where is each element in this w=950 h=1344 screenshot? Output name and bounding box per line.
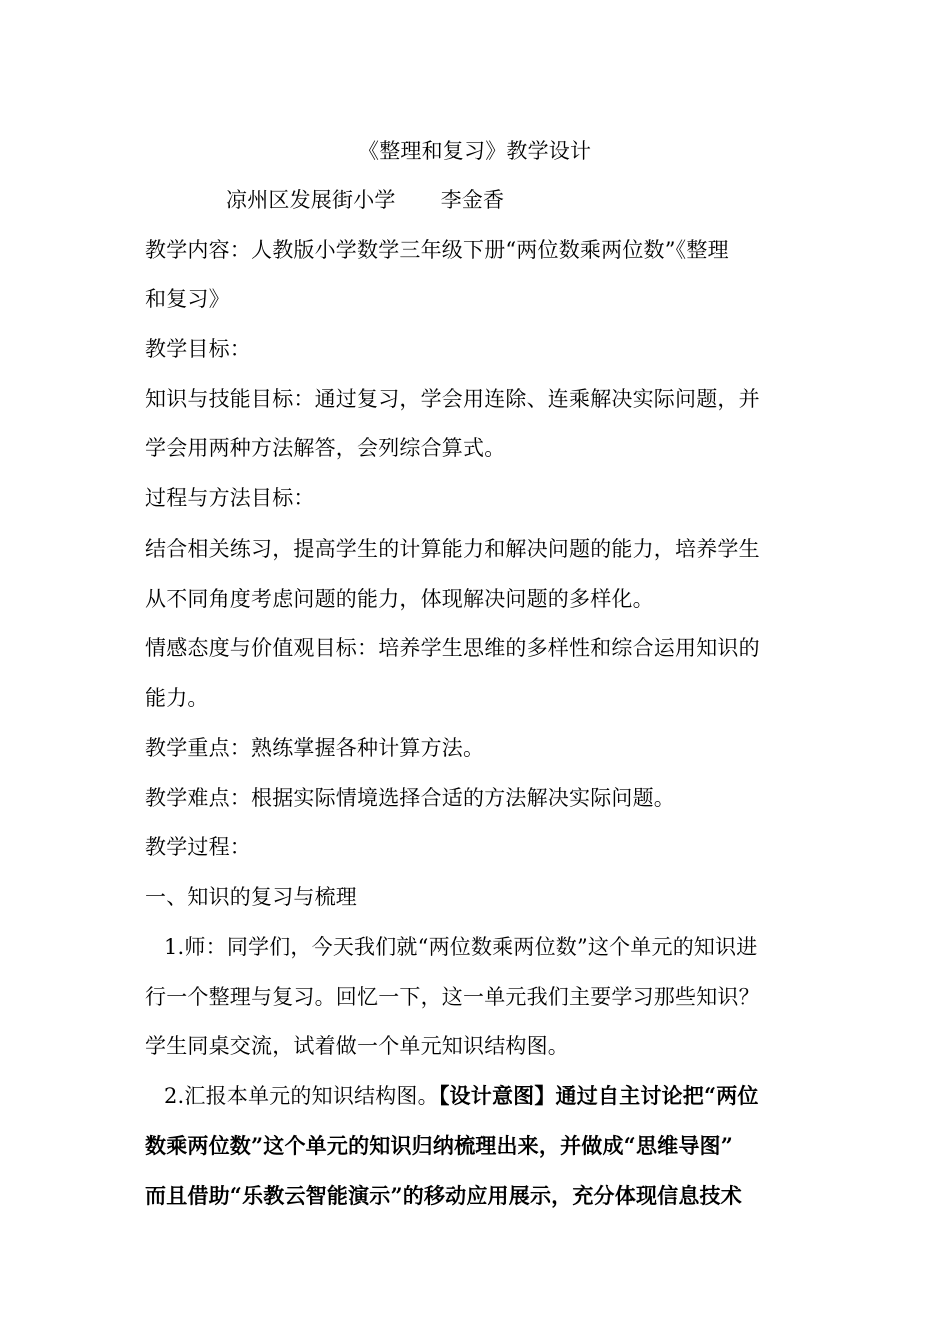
step-2-line-1 [164, 1082, 759, 1110]
step-2-prefix: 2.汇报本单元的知识结构图。 [164, 1084, 439, 1108]
document-title: 《整理和复习》教学设计 [358, 139, 592, 163]
knowledge-line-2: 学会用两种方法解答，会列综合算式。 [145, 436, 506, 460]
school-name: 凉州区发展街小学 [226, 188, 396, 212]
design-intent-text: 【设计意图】通过自主讨论把“两位 [438, 1083, 759, 1108]
step-2-line-2: 数乘两位数”这个单元的知识归纳梳理出来，并做成“思维导图” [145, 1133, 734, 1158]
process-line-2: 从不同角度考虑问题的能力，体现解决问题的多样化。 [145, 587, 654, 611]
step-1-line-1: 1.师：同学们，今天我们就“两位数乘两位数”这个单元的知识进 [164, 935, 758, 959]
step-1-line-3: 学生同桌交流，试着做一个单元知识结构图。 [145, 1034, 569, 1058]
process-line-1: 结合相关练习，提高学生的计算能力和解决问题的能力，培养学生 [145, 537, 760, 561]
step-2-line-3: 而且借助“乐教云智能演示”的移动应用展示，充分体现信息技术 [145, 1183, 742, 1208]
key-point: 教学重点：熟练掌握各种计算方法。 [145, 736, 485, 760]
step-1-line-2: 行一个整理与复习。回忆一下，这一单元我们主要学习那些知识？ [145, 985, 760, 1009]
emotion-line-2: 能力。 [145, 686, 209, 710]
author-name: 李金香 [440, 188, 505, 212]
emotion-line-1: 情感态度与价值观目标：培养学生思维的多样性和综合运用知识的 [145, 636, 760, 660]
procedure-heading: 教学过程： [145, 835, 251, 859]
content-line-2: 和复习》 [145, 287, 230, 311]
objectives-heading: 教学目标： [145, 337, 251, 361]
author-line [226, 186, 504, 214]
difficulty: 教学难点：根据实际情境选择合适的方法解决实际问题。 [145, 786, 675, 810]
section-1-heading: 一、知识的复习与梳理 [145, 885, 357, 909]
knowledge-line-1: 知识与技能目标：通过复习，学会用连除、连乘解决实际问题，并 [145, 387, 760, 411]
process-heading: 过程与方法目标： [145, 486, 315, 510]
content-line-1: 教学内容：人教版小学数学三年级下册“两位数乘两位数”《整理 [145, 238, 729, 262]
